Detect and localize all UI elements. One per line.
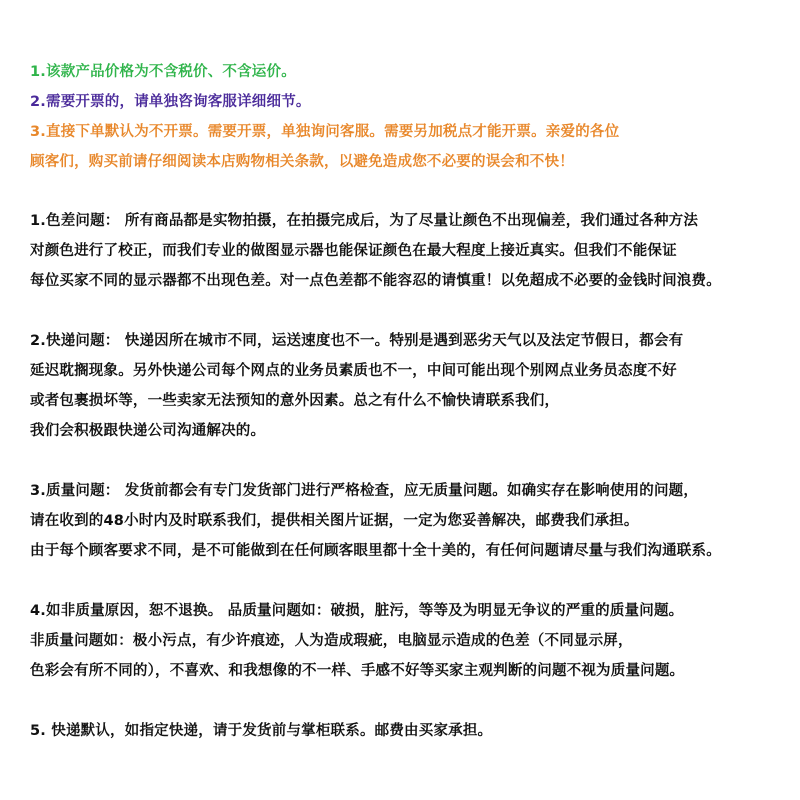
shipping-issue-line-4: 我们会积极跟快递公司沟通解决的。 — [30, 423, 266, 439]
color-difference-line-1: 1.色差问题： 所有商品都是实物拍摄，在拍摄完成后，为了尽量让颜色不出现偏差，我们通过各种方法 — [30, 213, 699, 229]
no-return-line-2: 非质量问题如：极小污点，有少许痕迹，人为造成瑕疵，电脑显示造成的色差（不同显示屏， — [30, 633, 633, 649]
notice-price-tax: 1.该款产品价格为不含税价、不含运价。 — [30, 64, 296, 80]
quality-issue-line-3: 由于每个顾客要求不同，是不可能做到在任何顾客眼里都十全十美的，有任何问题请尽量与我们沟通联系。 — [30, 543, 721, 559]
no-return-line-1: 4.如非质量原因，恕不退换。 品质量问题如：破损，脏污，等等及为明显无争议的严重的质量问题。 — [30, 603, 684, 619]
quality-issue-line-2: 请在收到的48小时内及时联系我们，提供相关图片证据，一定为您妥善解决，邮费我们承担。 — [30, 513, 639, 529]
shipping-issue-line-3: 或者包裹损坏等，一些卖家无法预知的意外因素。总之有什么不愉快请联系我们， — [30, 393, 560, 409]
notice-default-no-invoice: 3.直接下单默认为不开票。需要开票，单独询问客服。需要另加税点才能开票。亲爱的各位 — [30, 124, 620, 140]
color-difference-line-2: 对颜色进行了校正，而我们专业的做图显示器也能保证颜色在最大程度上接近真实。但我们不能保证 — [30, 243, 677, 259]
notice-invoice-consult: 2.需要开票的，请单独咨询客服详细细节。 — [30, 94, 311, 110]
shipping-issue-line-2: 延迟耽搁现象。另外快递公司每个网点的业务员素质也不一，中间可能出现个别网点业务员态度不好 — [30, 363, 677, 379]
default-courier-line: 5. 快递默认，如指定快递，请于发货前与掌柜联系。邮费由买家承担。 — [30, 723, 493, 739]
quality-issue-line-1: 3.质量问题： 发货前都会有专门发货部门进行严格检查，应无质量问题。如确实存在影响使用的问题， — [30, 483, 699, 499]
notice-read-terms: 顾客们，购买前请仔细阅读本店购物相关条款，以避免造成您不必要的误会和不快！ — [30, 154, 574, 170]
no-return-line-3: 色彩会有所不同的），不喜欢、和我想像的不一样、手感不好等买家主观判断的问题不视为质量问题。 — [30, 663, 685, 679]
shipping-issue-line-1: 2.快递问题： 快递因所在城市不同，运送速度也不一。特别是遇到恶劣天气以及法定节假日，都会有 — [30, 333, 684, 349]
color-difference-line-3: 每位买家不同的显示器都不出现色差。对一点色差都不能容忍的请慎重！以免超成不必要的金钱时间浪费。 — [30, 273, 721, 289]
